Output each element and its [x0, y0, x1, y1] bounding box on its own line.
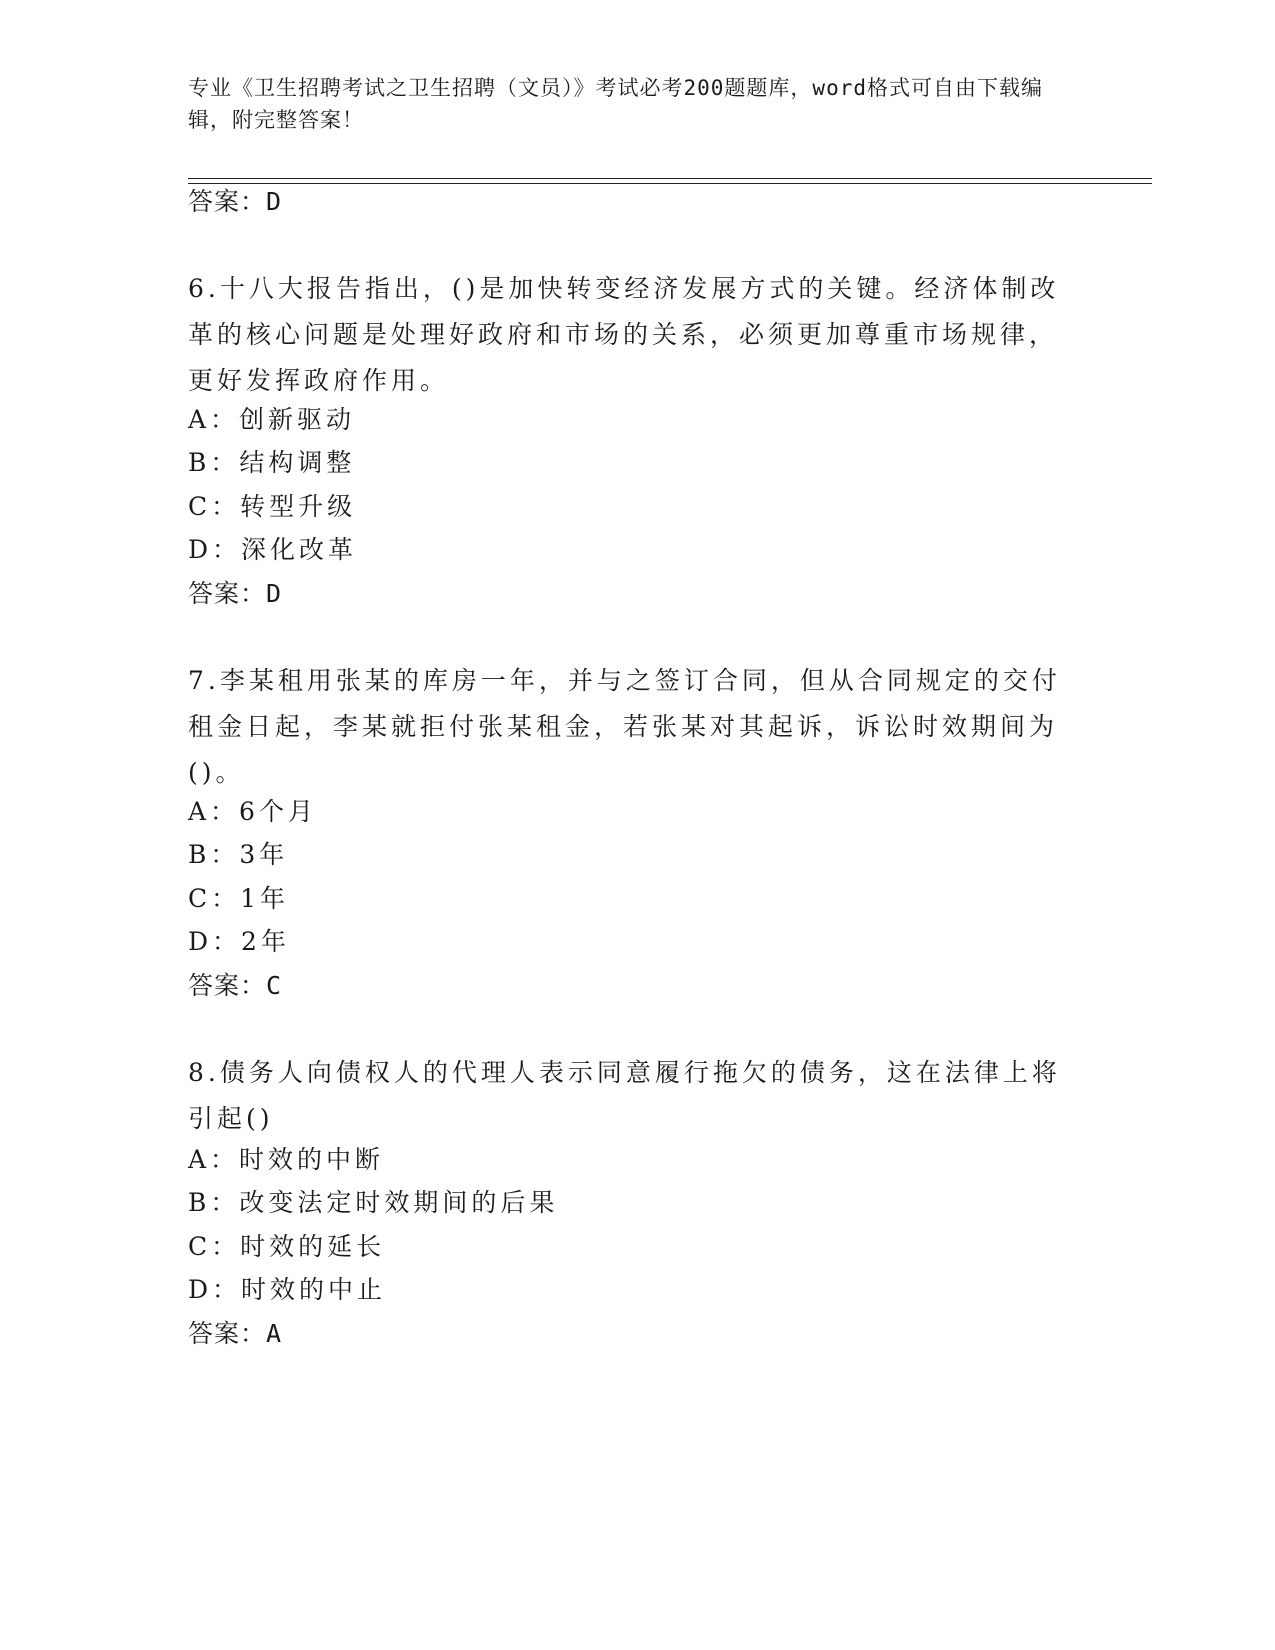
question-6-option-d: D：深化改革	[188, 535, 358, 564]
question-6-option-b: B：结构调整	[188, 448, 356, 477]
question-7-stem: 7.李某租用张某的库房一年，并与之签订合同，但从合同规定的交付租金日起，李某就拒付张某租金，若张某对其起诉，诉讼时效期间为()。	[188, 666, 1061, 787]
question-7-option-b: B：3年	[188, 840, 289, 869]
header-rule-top	[188, 178, 1152, 179]
document-header: 专业《卫生招聘考试之卫生招聘（文员）》考试必考200题题库，word格式可自由下载编辑，附完整答案！	[188, 76, 1043, 132]
question-8-answer: 答案：A	[188, 1319, 283, 1348]
question-6-answer: 答案：D	[188, 579, 283, 608]
question-8-option-b: B：改变法定时效期间的后果	[188, 1188, 559, 1217]
question-7-option-a: A：6个月	[188, 797, 317, 826]
header-rule-bottom	[188, 183, 1152, 184]
question-8-option-c: C：时效的延长	[188, 1232, 386, 1261]
question-8-option-d: D：时效的中止	[188, 1275, 387, 1304]
previous-answer: 答案：D	[188, 187, 283, 216]
question-7-answer: 答案：C	[188, 971, 283, 1000]
question-6-stem: 6.十八大报告指出，()是加快转变经济发展方式的关键。经济体制改革的核心问题是处理好政府和市场的关系，必须更加尊重市场规律，更好发挥政府作用。	[188, 274, 1060, 395]
question-8-option-a: A：时效的中断	[188, 1145, 385, 1174]
question-8-stem: 8.债务人向债权人的代理人表示同意履行拖欠的债务，这在法律上将引起()	[188, 1058, 1061, 1133]
question-7-option-c: C：1年	[188, 884, 290, 913]
question-6-option-a: A：创新驱动	[188, 405, 356, 434]
question-6-option-c: C：转型升级	[188, 492, 357, 521]
question-7-option-d: D：2年	[188, 927, 290, 956]
